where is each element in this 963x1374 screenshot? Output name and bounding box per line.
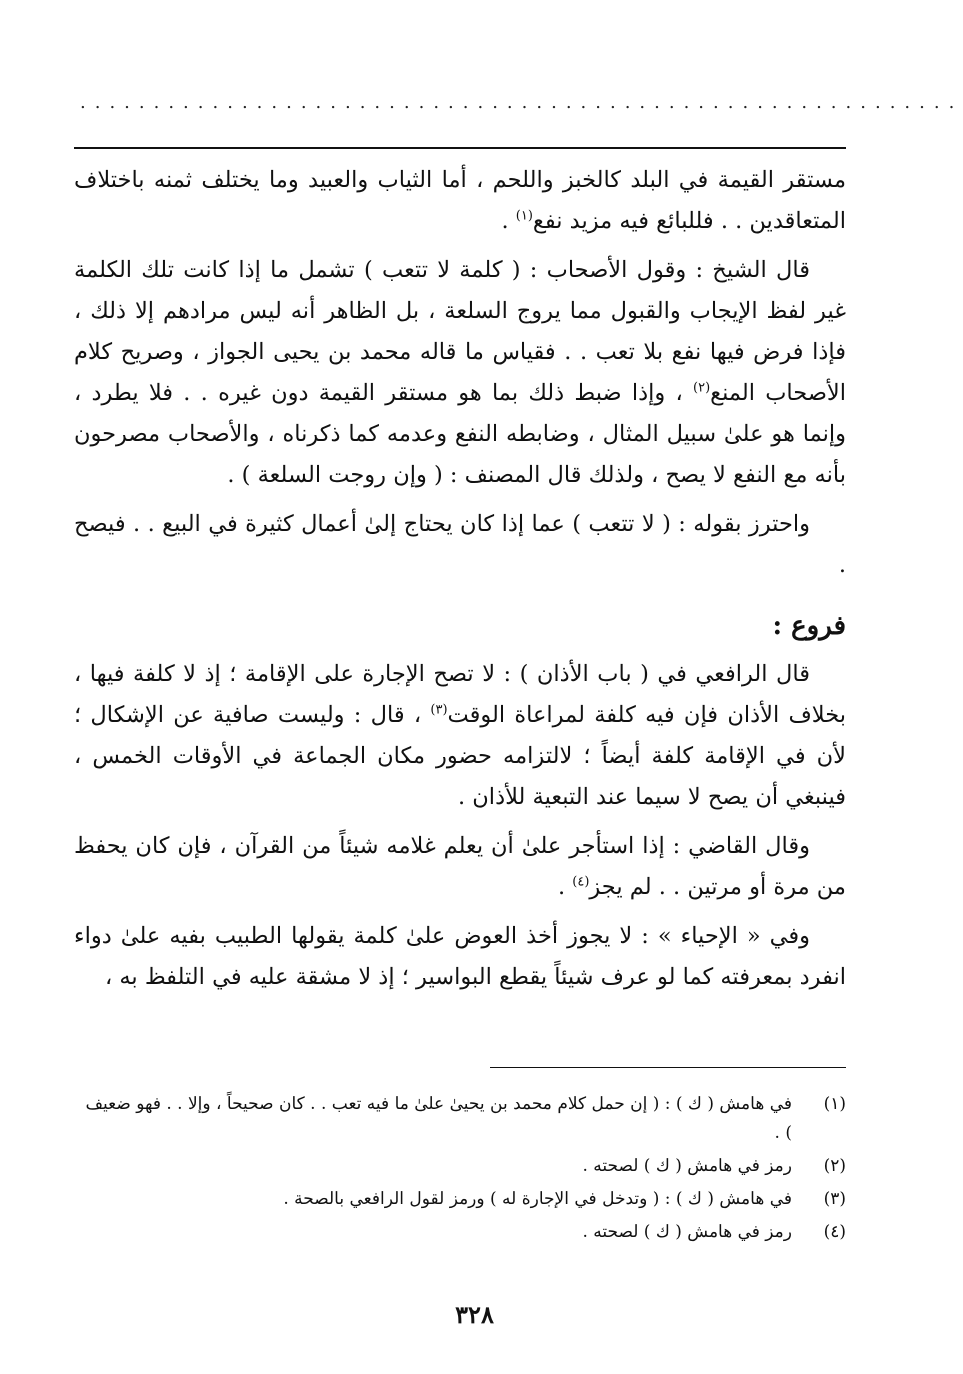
- footnote-2: [74, 1152, 846, 1181]
- header-rule: [74, 147, 846, 149]
- footnote-ref-3[interactable]: (٣): [430, 702, 448, 718]
- paragraph-6: وفي « الإحياء » : لا يجوز أخذ العوض علىٰ كلمة يقولها الطبيب بفيه علىٰ دواء انفرد بمعرفته كما لو عرف شيئاً يقطع البواسير ؛ إذ لا مشقة عليه في التلفظ به ،: [74, 923, 846, 990]
- footnote-text: رمز في هامش ( ك ) لصحته .: [582, 1156, 792, 1176]
- paragraph-3: واحترز بقوله : ( لا تتعب ) عما إذا كان يحتاج إلىٰ أعمال كثيرة في البيع . . فيصح .: [74, 511, 846, 578]
- footnote-4: [74, 1218, 846, 1247]
- footnote-text: في هامش ( ك ) : ( وتدخل في الإجارة له ) ورمز لقول الرافعي بالصحة .: [283, 1189, 792, 1209]
- page-number: ٣٢٨: [455, 1300, 494, 1329]
- footnote-text: في هامش ( ك ) : ( إن حمل كلام محمد بن يحيىٰ علىٰ ما فيه تعب . . كان صحيحاً ، وإلا . . فهو ضعيف ) .: [85, 1094, 792, 1143]
- footnote-3: [74, 1185, 846, 1214]
- footnote-number: (٣): [823, 1189, 846, 1209]
- footnote-text: رمز في هامش ( ك ) لصحته .: [582, 1222, 792, 1242]
- footnote-1: [74, 1090, 846, 1148]
- main-text: [74, 160, 846, 1006]
- header-dotted-line: ............................................................: [80, 92, 963, 113]
- footnote-ref-4[interactable]: (٤): [572, 874, 590, 890]
- footnote-rule: [490, 1067, 846, 1068]
- footnote-ref-2[interactable]: (٢): [693, 380, 711, 396]
- footnote-number: (٢): [823, 1156, 846, 1176]
- footnote-ref-1[interactable]: (١): [515, 208, 533, 224]
- footnotes: [74, 1090, 846, 1251]
- footnote-number: (١): [823, 1094, 846, 1114]
- paragraph-2: قال الشيخ : وقول الأصحاب : ( كلمة لا تتعب ) تشمل ما إذا كانت تلك الكلمة غير لفظ الإيجاب والقبول مما يروج السلعة ، بل الظاهر أنه ليس مرادهم إلا ذلك ، فإذا فرض فيها نفع بلا تعب . . فقياس ما قاله محمد بن يحيى الجواز ، وصريح كلام الأصحاب المنع$^{(٢)}$ ، وإذا ضبط ذلك بما هو مستقر القيمة دون غيره . . فلا يطرد ، وإنما هو علىٰ سبيل المثال ، وضابطه النفع وعدمه كما ذكرناه ، والأصحاب مصرحون بأنه مع النفع لا يصح ، ولذلك قال المصنف : ( وإن روجت السلعة ) .: [74, 257, 847, 488]
- footnote-number: (٤): [823, 1222, 846, 1242]
- paragraph-5: وقال القاضي : إذا استأجر علىٰ أن يعلم غلامه شيئاً من القرآن ، فإن كان يحفظ من مرة أو مرتين . . لم يجز$^{(٤)}$ .: [74, 833, 846, 900]
- section-heading: فروع :: [772, 611, 846, 641]
- paragraph-4: قال الرافعي في ( باب الأذان ) : لا تصح الإجارة على الإقامة ؛ إذ لا كلفة فيها ، بخلاف الأذان فإن فيه كلفة لمراعاة الوقت$^{(٣)}$ ، قال : وليست صافية عن الإشكال ؛ لأن في الإقامة كلفة أيضاً ؛ لالتزامه حضور مكان الجماعة في الأوقات الخمس ، فينبغي أن يصح لا سيما عند التبعية للأذان .: [74, 661, 846, 810]
- paragraph-1: مستقر القيمة في البلد كالخبز واللحم ، أما الثياب والعبيد وما يختلف ثمنه باختلاف المتعاقدين . . فللبائع فيه مزيد نفع$^{(١)}$ .: [74, 167, 847, 234]
